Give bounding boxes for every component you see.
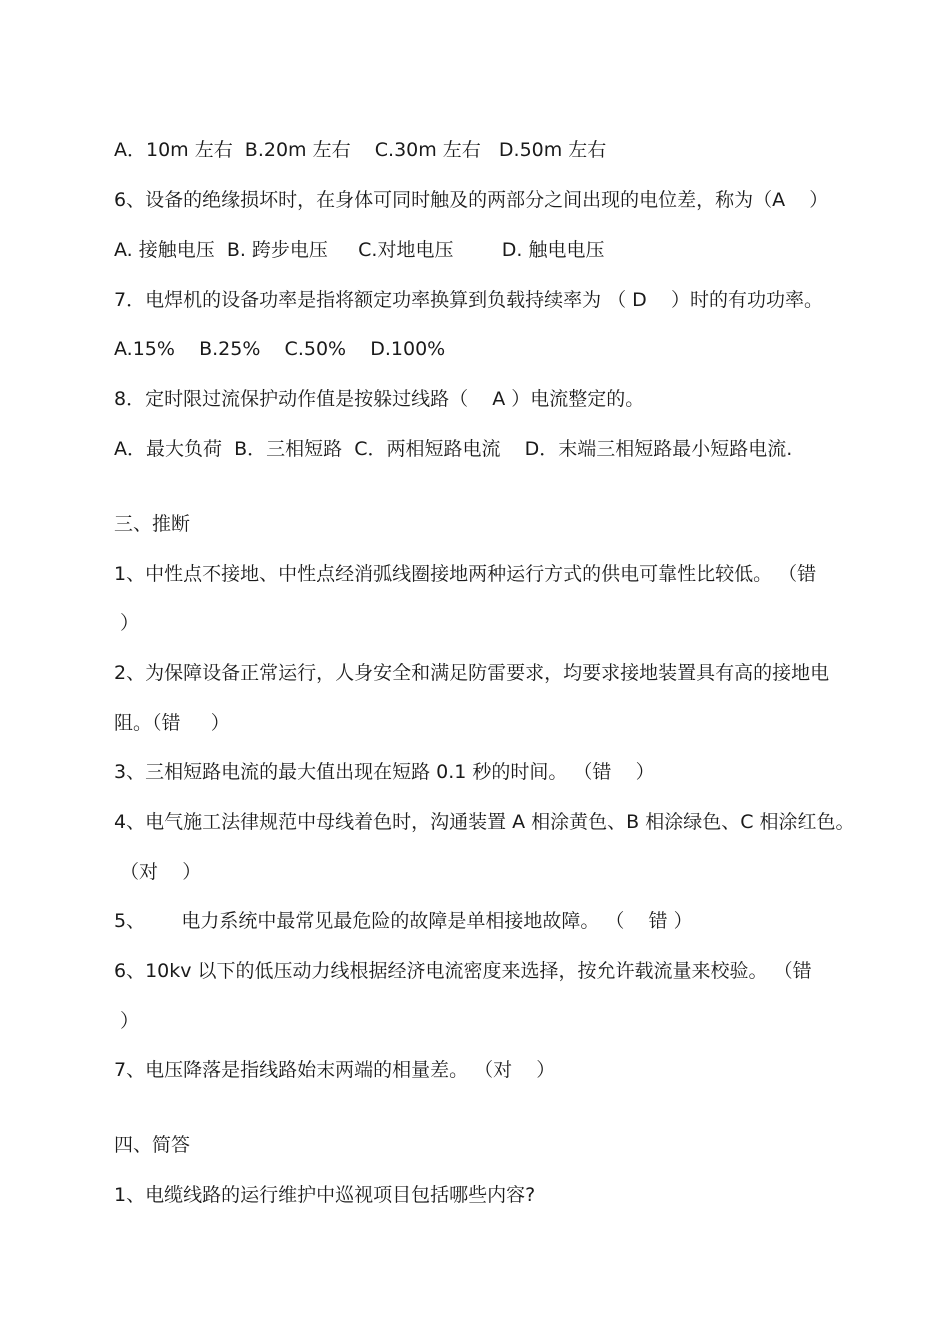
question-6: 6、设备的绝缘损坏时，在身体可同时触及的两部分之间出现的电位差，称为（A ） <box>114 189 829 211</box>
question-8: 8．定时限过流保护动作值是按躲过线路（ A ）电流整定的。 <box>114 388 645 410</box>
option-line-q8: A．最大负荷 B．三相短路 C．两相短路电流 D．末端三相短路最小短路电流. <box>114 438 793 460</box>
option-line-q6: A. 接触电压 B. 跨步电压 C.对地电压 D. 触电电压 <box>114 239 605 261</box>
section-heading-judgement: 三、推断 <box>114 513 191 535</box>
judgement-2: 2、为保障设备正常运行，人身安全和满足防雷要求，均要求接地装置具有高的接地电 <box>114 662 830 684</box>
judgement-1-continued: ） <box>114 612 140 634</box>
judgement-6-continued: ） <box>114 1010 140 1032</box>
question-7: 7．电焊机的设备功率是指将额定功率换算到负载持续率为 （ D ）时的有功功率。 <box>114 289 823 311</box>
short-answer-1: 1、电缆线路的运行维护中巡视项目包括哪些内容? <box>114 1184 536 1206</box>
judgement-1: 1、中性点不接地、中性点经消弧线圈接地两种运行方式的供电可靠性比较低。 （错 <box>114 563 817 585</box>
judgement-2-continued: 阻。（错 ） <box>114 712 230 734</box>
section-heading-short-answer: 四、简答 <box>114 1134 191 1156</box>
judgement-3: 3、三相短路电流的最大值出现在短路 0.1 秒的时间。 （错 ） <box>114 761 655 783</box>
judgement-4-continued: （对 ） <box>114 861 202 883</box>
judgement-7: 7、电压降落是指线路始末两端的相量差。 （对 ） <box>114 1059 556 1081</box>
judgement-4: 4、电气施工法律规范中母线着色时，沟通装置 A 相涂黄色、B 相涂绿色、C 相涂红色。 <box>114 811 855 833</box>
judgement-6: 6、10kv 以下的低压动力线根据经济电流密度来选择，按允许载流量来校验。 （错 <box>114 960 812 982</box>
judgement-5: 5、 电力系统中最常见最危险的故障是单相接地故障。 （ 错 ） <box>114 910 693 932</box>
option-line-q7: A.15% B.25% C.50% D.100% <box>114 338 446 360</box>
option-line-q5: A．10m 左右 B.20m 左右 C.30m 左右 D.50m 左右 <box>114 139 607 161</box>
